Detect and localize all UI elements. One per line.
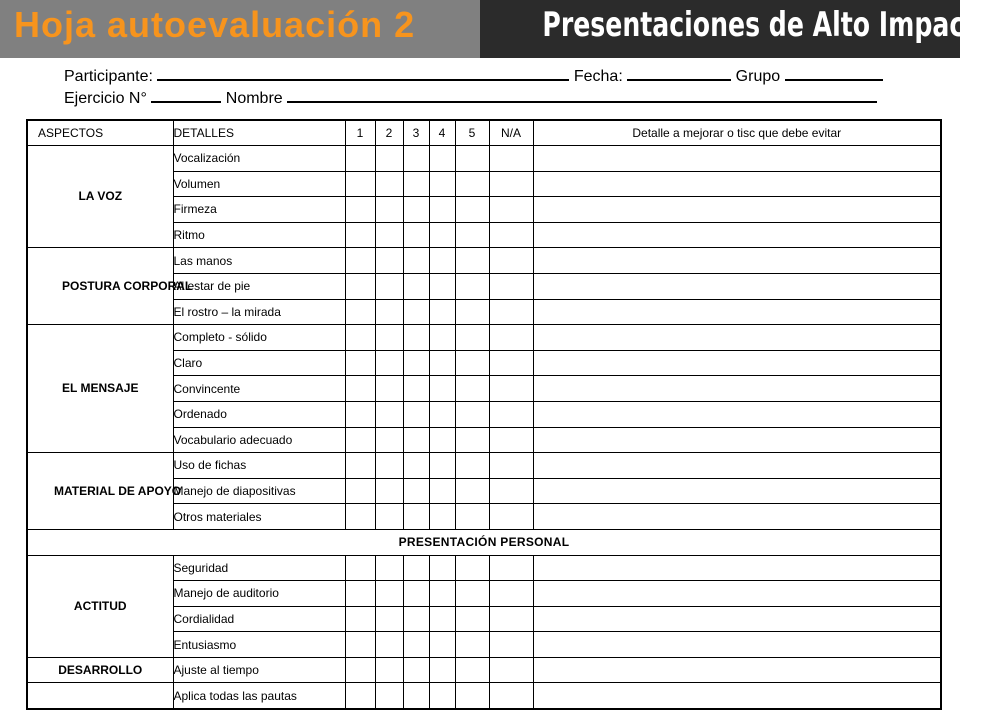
score-cell[interactable] xyxy=(429,581,455,607)
score-cell[interactable] xyxy=(375,299,403,325)
score-cell[interactable] xyxy=(403,632,429,658)
score-cell[interactable] xyxy=(403,555,429,581)
score-cell[interactable] xyxy=(403,504,429,530)
score-cell[interactable] xyxy=(489,197,533,223)
table-row xyxy=(27,683,941,709)
column-header: Detalle a mejorar o tisc que debe evitar xyxy=(533,120,941,146)
score-cell[interactable] xyxy=(429,197,455,223)
nombre-blank[interactable] xyxy=(287,87,877,103)
score-cell[interactable] xyxy=(345,427,375,453)
score-cell[interactable] xyxy=(403,248,429,274)
score-cell[interactable] xyxy=(403,606,429,632)
score-cell[interactable] xyxy=(345,478,375,504)
score-cell[interactable] xyxy=(375,555,403,581)
course-title: Presentaciones de Alto Impacto xyxy=(542,5,994,45)
title-banner-right xyxy=(480,0,994,58)
table-row xyxy=(27,325,941,351)
score-cell[interactable] xyxy=(429,248,455,274)
participante-blank[interactable] xyxy=(157,65,569,81)
grupo-label: Grupo xyxy=(735,68,781,85)
improvement-note-cell[interactable] xyxy=(533,683,941,709)
participant-line xyxy=(64,65,883,86)
detail-cell: Ritmo xyxy=(173,222,345,248)
score-cell[interactable] xyxy=(489,376,533,402)
score-cell[interactable] xyxy=(455,504,489,530)
score-cell[interactable] xyxy=(345,683,375,709)
fecha-blank[interactable] xyxy=(627,65,731,81)
improvement-note-cell[interactable] xyxy=(533,657,941,683)
score-cell[interactable] xyxy=(429,453,455,479)
improvement-note-cell[interactable] xyxy=(533,325,941,351)
score-cell[interactable] xyxy=(455,171,489,197)
score-cell[interactable] xyxy=(455,657,489,683)
score-cell[interactable] xyxy=(375,171,403,197)
score-cell[interactable] xyxy=(403,273,429,299)
column-header: ASPECTOS xyxy=(27,120,173,146)
score-cell[interactable] xyxy=(403,171,429,197)
score-cell[interactable] xyxy=(489,555,533,581)
column-header: 1 xyxy=(345,120,375,146)
detail-cell: Manejo de auditorio xyxy=(173,581,345,607)
detail-cell: Volumen xyxy=(173,171,345,197)
score-cell[interactable] xyxy=(429,299,455,325)
score-cell[interactable] xyxy=(455,683,489,709)
improvement-note-cell[interactable] xyxy=(533,350,941,376)
score-cell[interactable] xyxy=(429,632,455,658)
column-header: 5 xyxy=(455,120,489,146)
score-cell[interactable] xyxy=(455,222,489,248)
improvement-note-cell[interactable] xyxy=(533,427,941,453)
score-cell[interactable] xyxy=(403,581,429,607)
score-cell[interactable] xyxy=(375,427,403,453)
score-cell[interactable] xyxy=(455,146,489,172)
score-cell[interactable] xyxy=(455,427,489,453)
score-cell[interactable] xyxy=(489,350,533,376)
score-cell[interactable] xyxy=(489,427,533,453)
score-cell[interactable] xyxy=(455,273,489,299)
score-cell[interactable] xyxy=(403,657,429,683)
score-cell[interactable] xyxy=(489,146,533,172)
score-cell[interactable] xyxy=(375,222,403,248)
score-cell[interactable] xyxy=(429,555,455,581)
improvement-note-cell[interactable] xyxy=(533,632,941,658)
score-cell[interactable] xyxy=(455,376,489,402)
table-row xyxy=(27,657,941,683)
score-cell[interactable] xyxy=(345,376,375,402)
score-cell[interactable] xyxy=(429,427,455,453)
score-cell[interactable] xyxy=(455,350,489,376)
score-cell[interactable] xyxy=(403,453,429,479)
score-cell[interactable] xyxy=(429,606,455,632)
score-cell[interactable] xyxy=(345,350,375,376)
improvement-note-cell[interactable] xyxy=(533,555,941,581)
score-cell[interactable] xyxy=(455,632,489,658)
detail-cell: Claro xyxy=(173,350,345,376)
improvement-note-cell[interactable] xyxy=(533,197,941,223)
table-row xyxy=(27,453,941,479)
score-cell[interactable] xyxy=(489,171,533,197)
detail-cell: Firmeza xyxy=(173,197,345,223)
score-cell[interactable] xyxy=(345,581,375,607)
score-cell[interactable] xyxy=(489,248,533,274)
score-cell[interactable] xyxy=(455,555,489,581)
score-cell[interactable] xyxy=(489,657,533,683)
detail-cell: Al estar de pie xyxy=(173,273,345,299)
score-cell[interactable] xyxy=(345,632,375,658)
improvement-note-cell[interactable] xyxy=(533,171,941,197)
participante-label: Participante: xyxy=(64,68,153,85)
score-cell[interactable] xyxy=(345,299,375,325)
title-banner-left xyxy=(0,0,480,58)
ejercicio-label: Ejercicio N° xyxy=(64,90,147,107)
form-title: Hoja autoevaluación 2 xyxy=(14,4,416,45)
score-cell[interactable] xyxy=(429,478,455,504)
aspect-cell: POSTURA CORPORAL xyxy=(27,248,173,325)
score-cell[interactable] xyxy=(375,606,403,632)
score-cell[interactable] xyxy=(403,197,429,223)
score-cell[interactable] xyxy=(489,606,533,632)
detail-cell: Uso de fichas xyxy=(173,453,345,479)
detail-cell: Ordenado xyxy=(173,401,345,427)
score-cell[interactable] xyxy=(345,453,375,479)
score-cell[interactable] xyxy=(455,299,489,325)
score-cell[interactable] xyxy=(345,555,375,581)
score-cell[interactable] xyxy=(489,273,533,299)
score-cell[interactable] xyxy=(375,632,403,658)
score-cell[interactable] xyxy=(455,581,489,607)
score-cell[interactable] xyxy=(345,171,375,197)
score-cell[interactable] xyxy=(345,197,375,223)
score-cell[interactable] xyxy=(345,273,375,299)
table-row xyxy=(27,146,941,172)
improvement-note-cell[interactable] xyxy=(533,222,941,248)
improvement-note-cell[interactable] xyxy=(533,401,941,427)
score-cell[interactable] xyxy=(403,299,429,325)
score-cell[interactable] xyxy=(455,453,489,479)
score-cell[interactable] xyxy=(375,248,403,274)
improvement-note-cell[interactable] xyxy=(533,146,941,172)
score-cell[interactable] xyxy=(345,248,375,274)
score-cell[interactable] xyxy=(489,222,533,248)
detail-cell: Completo - sólido xyxy=(173,325,345,351)
aspect-cell: DESARROLLO xyxy=(27,657,173,683)
score-cell[interactable] xyxy=(455,606,489,632)
score-cell[interactable] xyxy=(429,222,455,248)
evaluation-table xyxy=(26,119,942,710)
score-cell[interactable] xyxy=(375,146,403,172)
score-cell[interactable] xyxy=(489,478,533,504)
score-cell[interactable] xyxy=(489,581,533,607)
improvement-note-cell[interactable] xyxy=(533,581,941,607)
table-row xyxy=(27,555,941,581)
section-title: PRESENTACIÓN PERSONAL xyxy=(27,529,941,555)
score-cell[interactable] xyxy=(375,478,403,504)
score-cell[interactable] xyxy=(403,146,429,172)
detail-cell: Entusiasmo xyxy=(173,632,345,658)
score-cell[interactable] xyxy=(429,504,455,530)
score-cell[interactable] xyxy=(403,401,429,427)
score-cell[interactable] xyxy=(489,683,533,709)
score-cell[interactable] xyxy=(429,273,455,299)
score-cell[interactable] xyxy=(375,453,403,479)
nombre-label: Nombre xyxy=(225,90,283,107)
score-cell[interactable] xyxy=(403,376,429,402)
score-cell[interactable] xyxy=(375,325,403,351)
improvement-note-cell[interactable] xyxy=(533,376,941,402)
score-cell[interactable] xyxy=(489,325,533,351)
score-cell[interactable] xyxy=(429,401,455,427)
score-cell[interactable] xyxy=(403,478,429,504)
score-cell[interactable] xyxy=(403,325,429,351)
score-cell[interactable] xyxy=(489,504,533,530)
aspect-cell: ACTITUD xyxy=(27,555,173,657)
detail-cell: Convincente xyxy=(173,376,345,402)
score-cell[interactable] xyxy=(403,683,429,709)
aspect-cell: EL MENSAJE xyxy=(27,325,173,453)
detail-cell: Vocalización xyxy=(173,146,345,172)
score-cell[interactable] xyxy=(375,376,403,402)
score-cell[interactable] xyxy=(375,504,403,530)
score-cell[interactable] xyxy=(455,325,489,351)
score-cell[interactable] xyxy=(489,453,533,479)
aspect-cell: MATERIAL DE APOYO xyxy=(27,453,173,530)
score-cell[interactable] xyxy=(375,657,403,683)
table-row xyxy=(27,248,941,274)
improvement-note-cell[interactable] xyxy=(533,299,941,325)
detail-cell: Aplica todas las pautas xyxy=(173,683,345,709)
score-cell[interactable] xyxy=(455,248,489,274)
improvement-note-cell[interactable] xyxy=(533,273,941,299)
column-header: 4 xyxy=(429,120,455,146)
score-cell[interactable] xyxy=(403,222,429,248)
score-cell[interactable] xyxy=(455,401,489,427)
score-cell[interactable] xyxy=(345,325,375,351)
score-cell[interactable] xyxy=(375,683,403,709)
aspect-cell xyxy=(27,683,173,709)
score-cell[interactable] xyxy=(429,350,455,376)
improvement-note-cell[interactable] xyxy=(533,606,941,632)
column-header: N/A xyxy=(489,120,533,146)
score-cell[interactable] xyxy=(375,273,403,299)
detail-cell: Las manos xyxy=(173,248,345,274)
score-cell[interactable] xyxy=(345,401,375,427)
column-header: DETALLES xyxy=(173,120,345,146)
score-cell[interactable] xyxy=(345,657,375,683)
score-cell[interactable] xyxy=(455,197,489,223)
score-cell[interactable] xyxy=(345,146,375,172)
score-cell[interactable] xyxy=(489,632,533,658)
score-cell[interactable] xyxy=(429,657,455,683)
score-cell[interactable] xyxy=(375,197,403,223)
improvement-note-cell[interactable] xyxy=(533,248,941,274)
score-cell[interactable] xyxy=(429,376,455,402)
table-header-row xyxy=(27,120,941,146)
score-cell[interactable] xyxy=(429,171,455,197)
detail-cell: Seguridad xyxy=(173,555,345,581)
column-header: 2 xyxy=(375,120,403,146)
aspect-cell: LA VOZ xyxy=(27,146,173,248)
score-cell[interactable] xyxy=(429,683,455,709)
ejercicio-blank[interactable] xyxy=(151,87,221,103)
grupo-blank[interactable] xyxy=(785,65,883,81)
exercise-line xyxy=(64,87,877,108)
fecha-label: Fecha: xyxy=(573,68,623,85)
section-row xyxy=(27,529,941,555)
detail-cell: Manejo de diapositivas xyxy=(173,478,345,504)
score-cell[interactable] xyxy=(455,478,489,504)
improvement-note-cell[interactable] xyxy=(533,478,941,504)
improvement-note-cell[interactable] xyxy=(533,453,941,479)
detail-cell: Cordialidad xyxy=(173,606,345,632)
score-cell[interactable] xyxy=(403,427,429,453)
score-cell[interactable] xyxy=(345,504,375,530)
score-cell[interactable] xyxy=(375,401,403,427)
detail-cell: Vocabulario adecuado xyxy=(173,427,345,453)
detail-cell: Otros materiales xyxy=(173,504,345,530)
column-header: 3 xyxy=(403,120,429,146)
score-cell[interactable] xyxy=(345,606,375,632)
score-cell[interactable] xyxy=(429,146,455,172)
score-cell[interactable] xyxy=(375,350,403,376)
detail-cell: Ajuste al tiempo xyxy=(173,657,345,683)
score-cell[interactable] xyxy=(403,350,429,376)
score-cell[interactable] xyxy=(345,222,375,248)
improvement-note-cell[interactable] xyxy=(533,504,941,530)
score-cell[interactable] xyxy=(375,581,403,607)
score-cell[interactable] xyxy=(489,299,533,325)
score-cell[interactable] xyxy=(429,325,455,351)
detail-cell: El rostro – la mirada xyxy=(173,299,345,325)
score-cell[interactable] xyxy=(489,401,533,427)
